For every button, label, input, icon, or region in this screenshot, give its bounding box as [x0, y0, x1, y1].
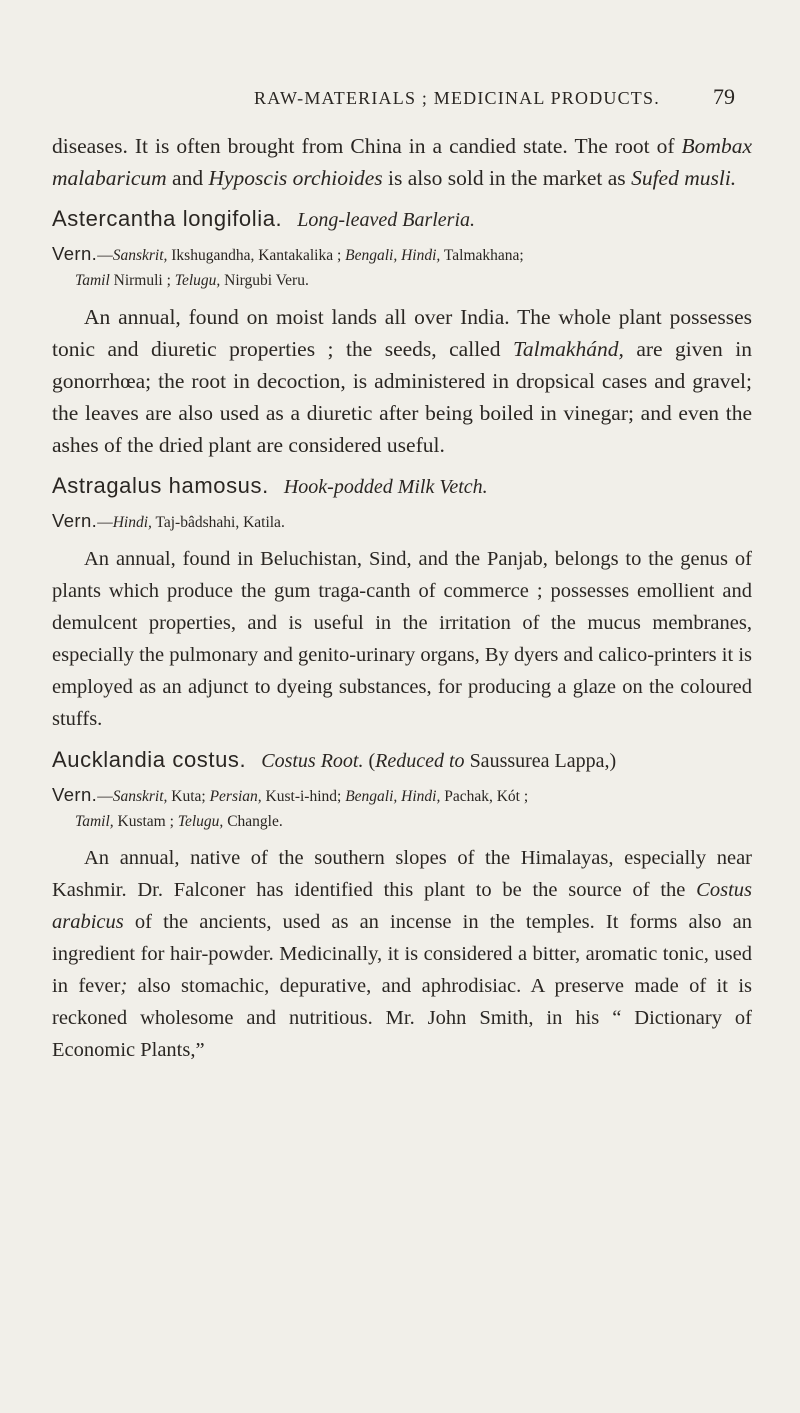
entry-description: An annual, native of the southern slopes of the Himalayas, especially near Kashmir. Dr. Falconer has identified this plant to be the source of the Costus arabicus of the ancients, used as an incense in the temples. It forms also an ingredient for hair-powder. Medicinally, it is considered a bitter, aromatic tonic, used in fever; also stomachic, depurative, and aphrodisiac. A preserve made of it is reckoned wholesome and nutritious. Mr. John Smith, in his “ Dictionary of Economic Plants,” [52, 847, 752, 1061]
running-header [0, 84, 800, 118]
vern-label: Vern. [52, 243, 98, 264]
common-name: Hook-podded Milk Vetch. [283, 476, 488, 498]
vernacular-names: Vern.—Sanskrit, Ikshugandha, Kantakalika ; Bengali, Hindi, Talmakhana; Tamil Nirmuli ; Telugu, Nirgubi Veru. [52, 243, 524, 289]
genus-name: Astercantha longifolia. [52, 206, 283, 231]
running-title: RAW-MATERIALS ; MEDICINAL PRODUCTS. [254, 88, 660, 108]
page-number: 79 [713, 84, 735, 109]
vernacular-names: Vern.—Hindi, Taj-bâdshahi, Katila. [52, 510, 285, 531]
entry-heading-astercantha [52, 204, 752, 235]
vern-label: Vern. [52, 784, 98, 805]
page-body [52, 130, 752, 1066]
entry-description: An annual, found on moist lands all over India. The whole plant possesses tonic and diuretic properties ; the seeds, called Talmakhánd, are given in gonorrhœa; the root in decoction, is administered in dropsical cases and gravel; the leaves are also used as a diuretic after being boiled in vinegar; and even the ashes of the dried plant are considered useful. [52, 305, 752, 457]
intro-paragraph: diseases. It is often brought from China in a candied state. The root of Bombax malabaricum and Hyposcis orchioides is also sold in the market as Sufed musli. [52, 134, 752, 190]
entry-heading-astragalus [52, 471, 752, 502]
vern-label: Vern. [52, 510, 98, 531]
common-name: Costus Root. [261, 750, 364, 772]
genus-name: Astragalus hamosus. [52, 473, 269, 498]
entry-heading-aucklandia: Aucklandia costus. Costus Root. (Reduced to Saussurea Lappa,) [52, 747, 617, 772]
common-name: Long-leaved Barleria. [297, 209, 476, 231]
genus-name: Aucklandia costus. [52, 747, 247, 772]
vernacular-names: Vern.—Sanskrit, Kuta; Persian, Kust-i-hind; Bengali, Hindi, Pachak, Kót ; Tamil, Kustam ; Telugu, Changle. [52, 784, 529, 830]
entry-description: An annual, found in Beluchistan, Sind, and the Panjab, belongs to the genus of plants which produce the gum traga-canth of commerce ; possesses emollient and demulcent properties, and is useful in the irritation of the mucus membranes, especially the pulmonary and genito-urinary organs, By dyers and calico-printers it is employed as an adjunct to dyeing substances, for producing a glaze on the coloured stuffs. [52, 548, 752, 730]
